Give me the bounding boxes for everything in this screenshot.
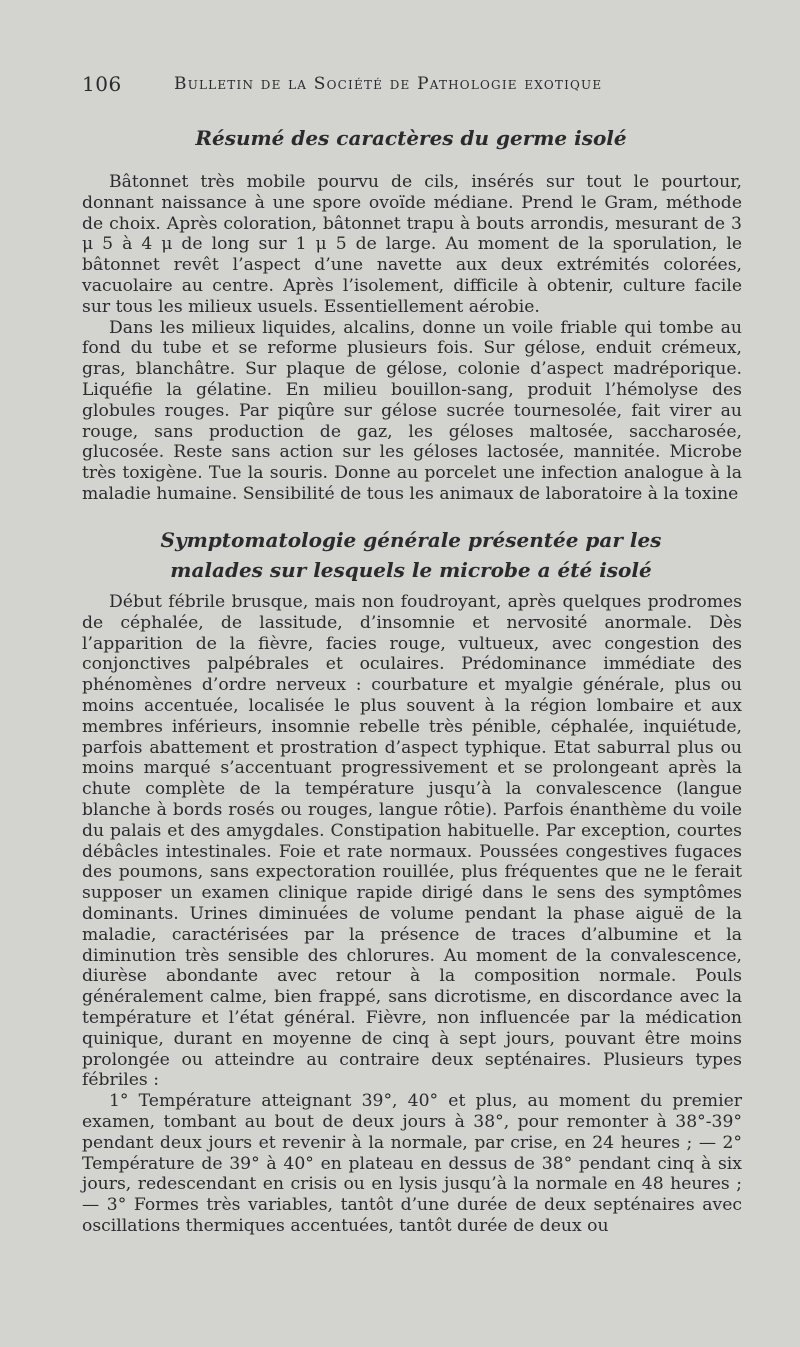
paragraph: Dans les milieux liquides, alcalins, donne un voile friable qui tombe au fond du tube et se reforme plusieurs fois. Sur gélose, enduit crémeux, gras, blanchâtre. Sur plaque de gélose, colonie d’aspect madréporique. Liquéfie la gélatine. En milieu bouillon-sang, produit l’hémolyse des globules rouges. Par piqûre sur gélose sucrée tournesolée, fait virer au rouge, sans production de gaz, les géloses maltosée, saccharosée, glucosée. Reste sans action sur les géloses lactosée, mannitée. Microbe très toxigène. Tue la souris. Donne au porcelet une infection analogue à la maladie humaine. Sensibilité de tous les animaux de laboratoire à la toxine: [82, 317, 742, 504]
section-body-resume: [82, 172, 742, 505]
paragraph: Début fébrile brusque, mais non foudroyant, après quelques prodromes de céphalée, de lassitude, d’insomnie et nervosité anormale. Dès l’apparition de la fièvre, facies rouge, vultueux, avec congestion des conjonctives palpébrales et oculaires. Prédominance immédiate des phénomènes d’ordre nerveux : courbature et myalgie générale, plus ou moins accentuée, localisée le plus souvent à la région lombaire et aux membres inférieurs, insomnie rebelle très pénible, céphalée, inquiétude, parfois abattement et prostration d’aspect typhique. Etat saburral plus ou moins marqué s’accentuant progressivement et se prolongeant après la chute complète de la température jusqu’à la convalescence (langue blanche à bords rosés ou rouges, langue rôtie). Parfois énanthème du voile du palais et des amygdales. Constipation habituelle. Par exception, courtes débâcles intestinales. Foie et rate normaux. Poussées congestives fugaces des poumons, sans expectoration rouillée, plus fréquentes que ne le ferait supposer un examen clinique rapide dirigé dans le sens des symptômes dominants. Urines diminuées de volume pendant la phase aiguë de la maladie, caractérisées par la présence de traces d’albumine et la diminution très sensible des chlorures. Au moment de la convalescence, diurèse abondante avec retour à la composition normale. Pouls généralement calme, bien frappé, sans dicrotisme, en discordance avec la température et l’état général. Fièvre, non influencée par la médication quinique, durant en moyenne de cinq à sept jours, pouvant être moins prolongée ou atteindre au contraire deux septénaires. Plusieurs types fébriles :: [82, 592, 742, 1091]
page-header: [82, 72, 742, 102]
section-title-symptomatologie: Symptomatologie générale présentée par les malades sur lesquels le microbe a été isolé: [160, 528, 662, 582]
section-title-resume: Résumé des caractères du germe isolé: [195, 126, 627, 150]
paragraph: 1° Température atteignant 39°, 40° et plus, au moment du premier examen, tombant au bout de deux jours à 38°, pour remonter à 38°-39° pendant deux jours et revenir à la normale, par crise, en 24 heures ; — 2° Température de 39° à 40° en plateau en dessus de 38° pendant cinq à six jours, redescendant en crisis ou en lysis jusqu’à la normale en 48 heures ; — 3° Formes très variables, tantôt d’une durée de deux septénaires avec oscillations thermiques accentuées, tantôt durée de deux ou: [82, 1091, 742, 1236]
paragraph: Bâtonnet très mobile pourvu de cils, insérés sur tout le pourtour, donnant naissance à une spore ovoïde médiane. Prend le Gram, méthode de choix. Après coloration, bâtonnet trapu à bouts arrondis, mesurant de 3 μ 5 à 4 μ de long sur 1 μ 5 de large. Au moment de la sporulation, le bâtonnet revêt l’aspect d’une navette aux deux extrémités colorées, vacuolaire au centre. Après l’isolement, difficile à obtenir, culture facile sur tous les milieux usuels. Essentiellement aérobie.: [82, 172, 742, 317]
section-body-symptomatologie: [82, 592, 742, 1237]
running-title: Bulletin de la Société de Pathologie exotique: [174, 74, 603, 94]
page-number: 106: [82, 72, 122, 96]
